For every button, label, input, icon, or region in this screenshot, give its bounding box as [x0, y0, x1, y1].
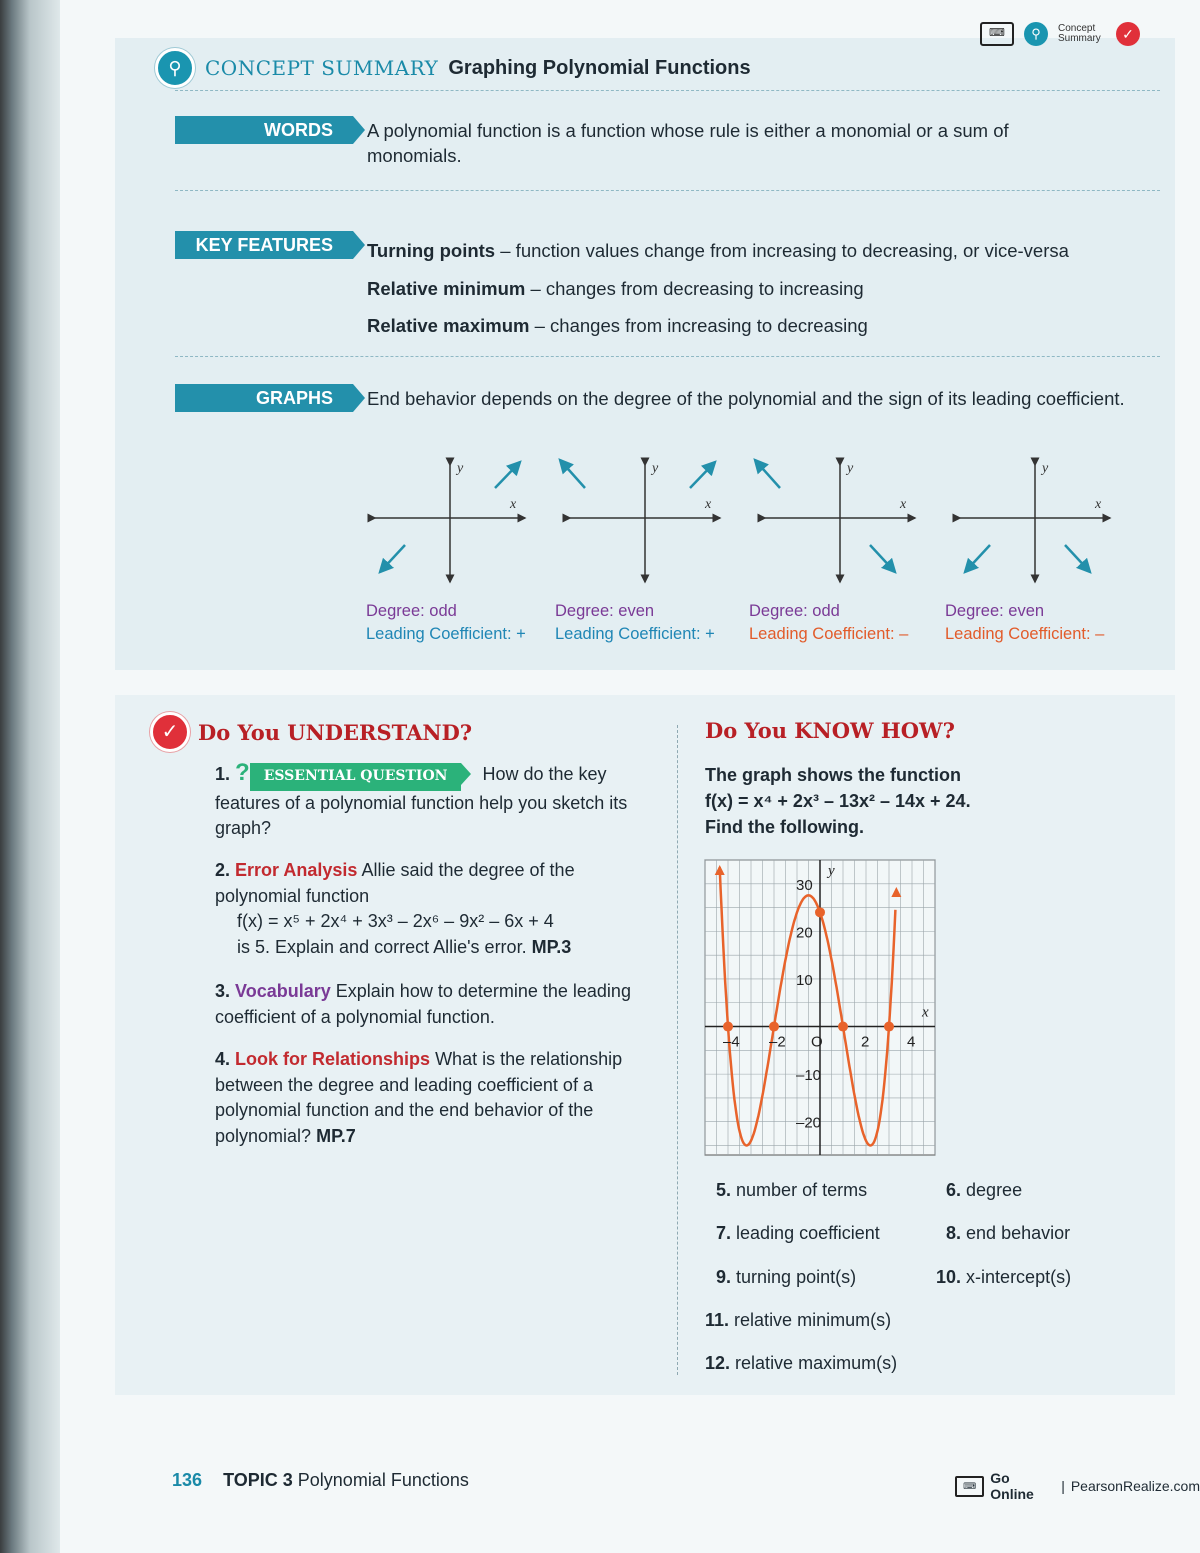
page-footer — [172, 1470, 469, 1491]
item-6: 6. degree — [946, 1180, 1023, 1200]
concept-summary-title — [155, 48, 751, 88]
column-divider — [677, 725, 678, 1375]
y-tick-label: –10 — [796, 1067, 822, 1085]
card-3-degree: Degree: odd — [749, 602, 840, 620]
feature-turning-points: Turning points – function values change from increasing to decreasing, or vice-versa — [367, 240, 1069, 261]
header-icons — [980, 22, 1140, 46]
understand-heading — [150, 712, 472, 752]
x-axis-label: x — [900, 497, 907, 512]
know-how-heading — [705, 718, 955, 743]
know-how-intro: The graph shows the function f(x) = x⁴ + 2x³ – 13x² – 14x + 24. Find the following. — [705, 765, 971, 837]
site-label: PearsonRealize.com — [1070, 1478, 1200, 1494]
left-end-arrow — [755, 460, 780, 488]
page-number: 136 — [172, 1470, 203, 1490]
right-end-arrow — [690, 462, 715, 488]
question-3: 3. Vocabulary Explain how to determine the leading coefficient of a polynomial function. — [215, 981, 631, 1027]
understand-title: Do You UNDERSTAND? — [198, 719, 473, 745]
data-point — [884, 1022, 894, 1032]
x-tick-label: O — [811, 1033, 823, 1051]
y-axis-label: y — [457, 461, 464, 476]
essential-question-badge: ESSENTIAL QUESTION — [250, 763, 462, 791]
x-axis-label: x — [1095, 497, 1102, 512]
divider — [175, 190, 1160, 191]
data-point — [815, 907, 825, 917]
card-4-labels — [945, 600, 1104, 646]
data-point — [723, 1022, 733, 1032]
key-icon: ⚲ — [155, 48, 195, 88]
check-icon: ✓ — [150, 712, 190, 752]
laptop-icon: ⌨ — [955, 1476, 984, 1497]
title-prefix: CONCEPT SUMMARY — [205, 56, 439, 80]
left-end-arrow — [560, 460, 585, 488]
card-4-coef: Leading Coefficient: – — [945, 625, 1105, 643]
question-mark-icon: ? — [235, 759, 250, 786]
title-main: Graphing Polynomial Functions — [448, 56, 751, 79]
feature-relative-maximum: Relative maximum – changes from increasing to decreasing — [367, 315, 868, 336]
key-features-tag: KEY FEATURES — [175, 231, 353, 259]
y-tick-label: 20 — [796, 924, 813, 942]
y-tick-label: 10 — [796, 971, 813, 989]
card-2-coef: Leading Coefficient: + — [555, 625, 715, 643]
x-tick-label: 2 — [861, 1033, 870, 1051]
key-features-list — [367, 232, 1167, 345]
y-tick-label: –20 — [796, 1114, 822, 1132]
item-7: 7. leading coefficient — [716, 1223, 880, 1243]
y-axis-label: y — [1042, 461, 1049, 476]
mp3-label: MP.3 — [531, 936, 572, 957]
right-end-arrow — [1065, 545, 1090, 572]
item-9: 9. turning point(s) — [716, 1267, 857, 1287]
y-axis-label: y — [652, 461, 659, 476]
words-tag: WORDS — [175, 116, 353, 144]
item-12: 12. relative maximum(s) — [705, 1353, 898, 1373]
question-1: 1. ? ESSENTIAL QUESTION How do the key features of a polynomial function help you sketch its graph? — [215, 759, 628, 838]
data-point — [838, 1022, 848, 1032]
left-end-arrow — [965, 545, 990, 572]
card-2-degree: Degree: even — [555, 602, 655, 620]
item-5: 5. number of terms — [716, 1180, 868, 1200]
divider — [175, 356, 1160, 357]
go-online[interactable]: ⌨ Go Online | PearsonRealize.com — [955, 1470, 1200, 1502]
know-how-function: f(x) = x⁴ + 2x³ – 13x² – 14x + 24. — [705, 791, 971, 811]
card-1-labels — [366, 600, 526, 646]
x-tick-label: 4 — [907, 1033, 916, 1051]
x-axis-label: x — [922, 1004, 929, 1021]
laptop-icon[interactable]: ⌨ — [980, 22, 1014, 46]
topic-title: Polynomial Functions — [297, 1470, 469, 1490]
card-1-coef: Leading Coefficient: + — [366, 625, 526, 643]
x-tick-label: –2 — [769, 1033, 786, 1051]
mp7-label: MP.7 — [316, 1125, 356, 1146]
topic-label: TOPIC 3 — [223, 1470, 293, 1490]
data-point — [769, 1022, 779, 1032]
item-11: 11. relative minimum(s) — [705, 1310, 892, 1330]
card-1-degree: Degree: odd — [366, 602, 457, 620]
x-axis-label: x — [705, 497, 712, 512]
graphs-text: End behavior depends on the degree of the polynomial and the sign of its leading coefficient. — [367, 388, 1125, 409]
end-behavior-graphs — [365, 450, 1145, 600]
polynomial-graph — [700, 855, 945, 1165]
card-3-labels — [749, 600, 908, 646]
item-10: 10. x-intercept(s) — [936, 1267, 1072, 1287]
card-2-labels — [555, 600, 715, 646]
check-icon[interactable]: ✓ — [1116, 22, 1140, 46]
item-8: 8. end behavior — [946, 1223, 1071, 1243]
y-tick-label: 30 — [796, 876, 813, 894]
q2-function: f(x) = x⁵ + 2x⁴ + 3x³ – 2x⁶ – 9x² – 6x + 4 — [237, 911, 554, 931]
go-online-label: Go Online — [990, 1470, 1034, 1502]
x-tick-label: –4 — [723, 1033, 740, 1051]
question-2: 2. Error Analysis Allie said the degree of the polynomial function f(x) = x⁵ + 2x⁴ + 3x³ – 2x⁶ – 9x² – 6x + 4 is 5. Explain and correct Allie's error. MP.3 — [215, 860, 575, 957]
graphs-tag: GRAPHS — [175, 384, 353, 412]
know-how-title: Do You KNOW HOW? — [705, 718, 955, 743]
y-axis-label: y — [847, 461, 854, 476]
card-4-degree: Degree: even — [945, 602, 1045, 620]
right-end-arrow — [495, 462, 520, 488]
feature-relative-minimum: Relative minimum – changes from decreasing to increasing — [367, 277, 864, 299]
y-axis-label: y — [828, 863, 835, 879]
x-axis-label: x — [510, 497, 517, 512]
key-icon[interactable]: ⚲ — [1024, 22, 1048, 46]
question-4: 4. Look for Relationships What is the relationship between the degree and leading coefficient of a polynomial function and the end behavior of the polynomial? MP.7 — [215, 1049, 623, 1146]
right-end-arrow — [870, 545, 895, 572]
concept-summary-label: Concept Summary — [1058, 23, 1101, 44]
words-text: A polynomial function is a function whose rule is either a monomial or a sum of monomials. — [367, 120, 1009, 166]
divider — [175, 90, 1160, 91]
card-3-coef: Leading Coefficient: – — [749, 625, 909, 643]
left-end-arrow — [380, 545, 405, 572]
